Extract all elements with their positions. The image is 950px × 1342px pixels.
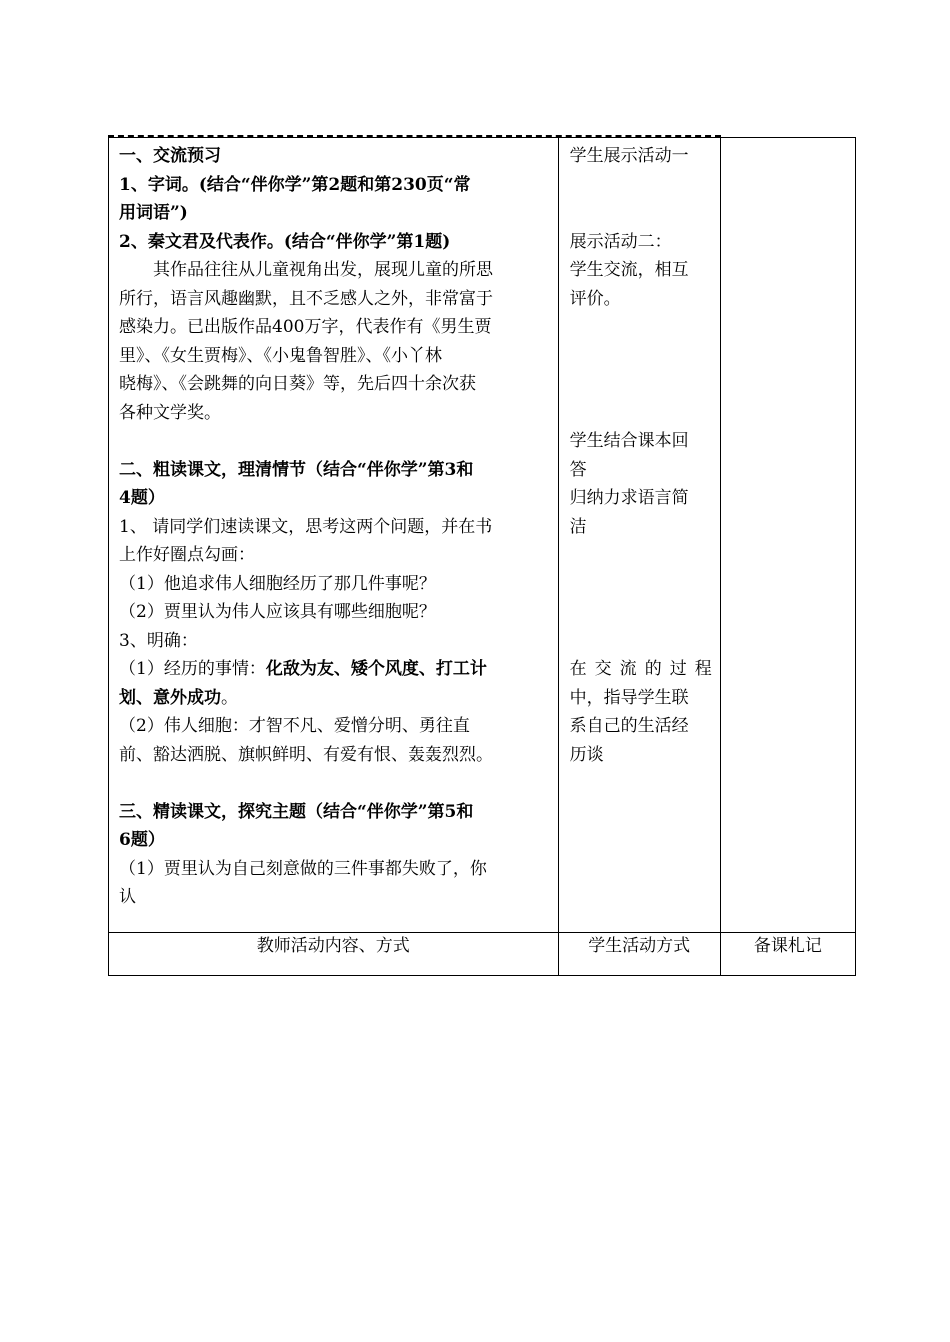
s2-answer2-b: 前、豁达洒脱、旗帜鲜明、有爱有恨、轰轰烈烈。: [119, 744, 493, 765]
bio-line: 晓梅》、《会跳舞的向日葵》等，先后四十余次获: [119, 374, 476, 394]
student-guide-d: 历谈: [569, 744, 604, 765]
student-activity2-a: 学生交流，相互: [569, 260, 689, 280]
s2-answer1-bold-b: 划、意外成功: [119, 687, 221, 708]
footer-teacher-header: 教师活动内容、方式: [109, 933, 559, 976]
student-answer-a: 学生结合课本回: [569, 431, 689, 451]
student-summary-b: 洁: [569, 516, 587, 537]
student-guide-b: 中，指导学生联: [569, 687, 689, 708]
student-activity2-title: 展示活动二：: [569, 231, 672, 252]
bio-line: 里》、《女生贾梅》、《小鬼鲁智胜》、《小丫林: [119, 345, 442, 366]
s2-answer1-bold-a: 化敌为友、矮个风度、打工计: [265, 659, 487, 679]
bio-line: 所行，语言风趣幽默，且不乏感人之外，非常富于: [119, 288, 493, 309]
s3-question1-a: （1）贾里认为自己刻意做的三件事都失败了，你: [119, 858, 487, 879]
student-activity2-b: 评价。: [569, 288, 621, 309]
teacher-activity-cell: [109, 138, 559, 933]
s2-item1-a: 1、 请同学们速读课文，思考这两个问题，并在书: [119, 516, 493, 537]
s2-item3: 3、明确：: [119, 630, 198, 651]
content-row: [109, 138, 856, 933]
section2-title-b: 4题）: [119, 488, 165, 508]
student-answer-b: 答: [569, 459, 587, 480]
item2: 2、秦文君及代表作。(结合“伴你学”第1题): [119, 231, 451, 252]
footer-notes-header: 备课札记: [720, 933, 855, 976]
s2-answer1-end: 。: [221, 687, 238, 708]
s2-answer2-a: （2）伟人细胞：才智不凡、爱憎分明、勇往直: [119, 716, 470, 736]
s2-answer1-a: [119, 655, 548, 684]
footer-row: [109, 933, 856, 976]
item1-line-a: 1、字词。(结合“伴你学”第2题和第230页“常: [119, 174, 471, 195]
s2-question2: （2）贾里认为伟人应该具有哪些细胞呢？: [119, 602, 436, 622]
student-activity1: 学生展示活动一: [569, 146, 689, 166]
bio-line: 感染力。已出版作品400万字，代表作有《男生贾: [119, 317, 492, 337]
student-summary-a: 归纳力求语言简: [569, 488, 689, 508]
lesson-plan-table: [108, 137, 856, 976]
footer-student-header: 学生活动方式: [558, 933, 720, 976]
s3-question1-b: 认: [119, 887, 136, 907]
student-activity-cell: [558, 138, 720, 933]
bio-line: 各种文学奖。: [119, 402, 221, 423]
student-guide-c: 系自己的生活经: [569, 716, 689, 736]
section2-title-a: 二、粗读课文，理清情节（结合“伴你学”第3和: [119, 459, 474, 480]
s2-question1: （1）他追求伟人细胞经历了那几件事呢？: [119, 573, 436, 594]
section3-title-a: 三、精读课文，探究主题（结合“伴你学”第5和: [119, 801, 474, 822]
section3-title-b: 6题）: [119, 830, 165, 850]
s2-answer1-prefix: （1）经历的事情：: [119, 659, 266, 679]
s2-answer1-b: [119, 684, 548, 713]
student-guide-a: 在交流的过程: [569, 659, 712, 679]
notes-cell: [720, 138, 855, 933]
bio-line: 其作品往往从儿童视角出发，展现儿童的所思: [153, 260, 493, 280]
item1-line-b: 用词语”): [119, 203, 188, 223]
section1-title: 一、交流预习: [119, 146, 221, 166]
s2-item1-b: 上作好圈点勾画：: [119, 545, 255, 565]
